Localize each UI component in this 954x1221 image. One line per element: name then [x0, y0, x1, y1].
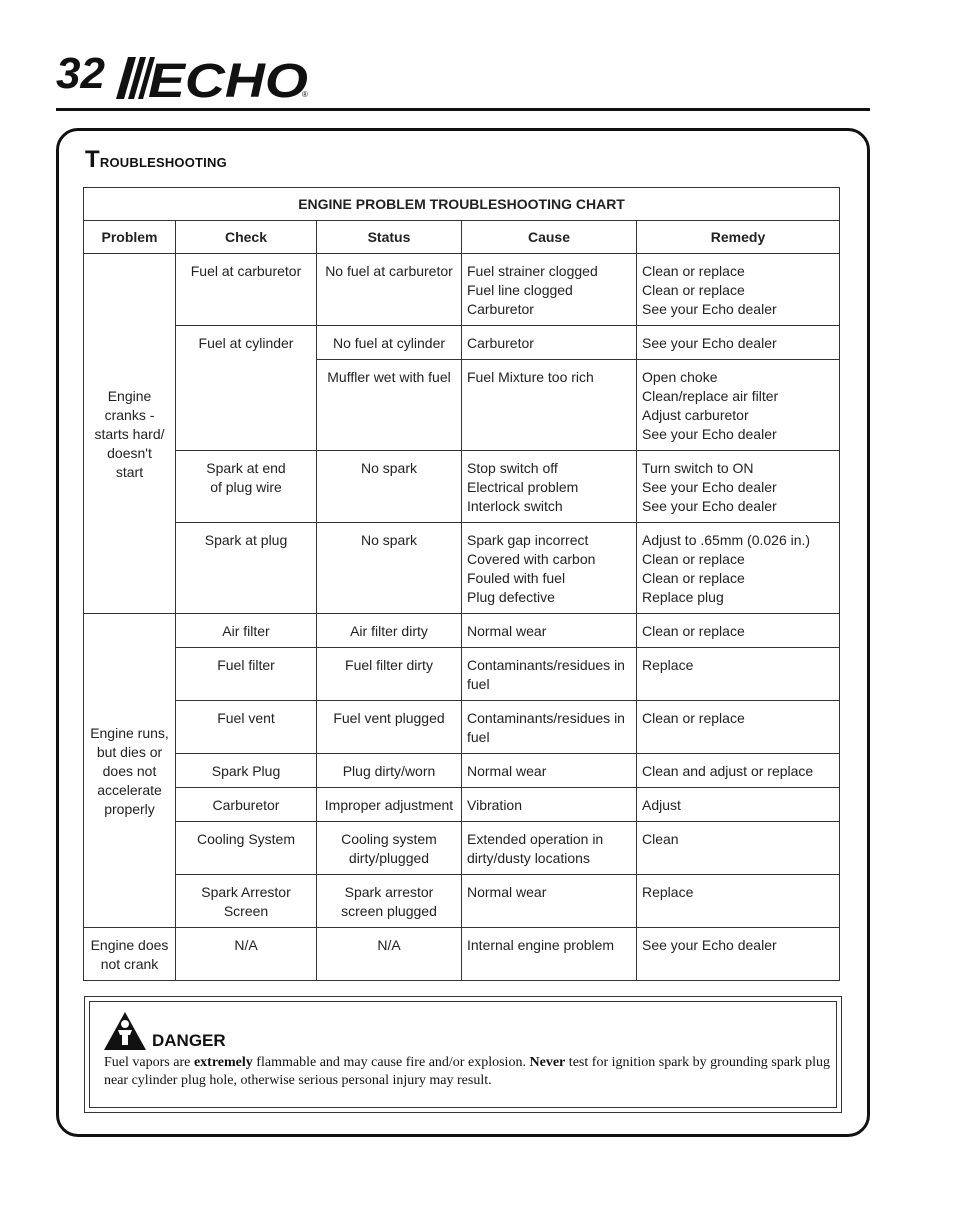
danger-text: Fuel vapors are extremely flammable and may cause fire and/or explosion. Never test for ignition spark by grounding spark plug near cylinder plug hole, otherwise serious personal injury may result.: [104, 1055, 831, 1088]
problem-cell: [84, 614, 176, 928]
cause-cell-line: dirty/dusty locations: [467, 850, 590, 866]
table-row: [84, 326, 840, 360]
registered-mark: ®: [302, 90, 308, 99]
remedy-cell: [637, 822, 840, 875]
status-cell: [317, 701, 462, 754]
problem-cell: [84, 254, 176, 614]
remedy-cell-line: See your Echo dealer: [642, 335, 777, 351]
status-cell-line: Cooling system: [341, 831, 437, 847]
cause-cell-line: Interlock switch: [467, 498, 563, 514]
header-remedy: Remedy: [637, 221, 840, 254]
cause-cell: [462, 523, 637, 614]
remedy-cell-line: Replace plug: [642, 589, 724, 605]
status-cell-line: Fuel vent plugged: [333, 710, 445, 726]
remedy-cell-line: Clean and adjust or replace: [642, 763, 814, 779]
check-cell: [176, 326, 317, 451]
cause-cell: [462, 701, 637, 754]
check-cell-line: Fuel at cylinder: [198, 335, 294, 351]
status-cell: [317, 326, 462, 360]
table-row: [84, 648, 840, 701]
echo-logo: [114, 55, 314, 101]
status-cell-line: Plug dirty/worn: [342, 763, 436, 779]
check-cell: [176, 614, 317, 648]
table-row: [84, 523, 840, 614]
problem-cell-line: start: [115, 464, 144, 480]
check-cell: [176, 875, 317, 928]
status-cell-line: Spark arrestor: [344, 884, 434, 900]
table-row: [84, 928, 840, 981]
remedy-cell-line: Clean or replace: [642, 551, 745, 567]
problem-cell-line: not crank: [100, 956, 159, 972]
table-row: [84, 614, 840, 648]
cause-cell-line: Carburetor: [467, 301, 534, 317]
table-row: [84, 701, 840, 754]
status-cell: [317, 875, 462, 928]
remedy-cell-line: Adjust: [642, 797, 681, 813]
cause-cell-line: Electrical problem: [467, 479, 579, 495]
status-cell-line: screen plugged: [341, 903, 437, 919]
remedy-cell-line: Clean or replace: [642, 263, 745, 279]
check-cell-line: Spark Arrestor: [201, 884, 291, 900]
problem-cell-line: properly: [104, 801, 155, 817]
cause-cell: [462, 822, 637, 875]
check-cell-line: Spark Plug: [211, 763, 281, 779]
problem-cell-line: cranks -: [104, 407, 155, 423]
remedy-cell-line: Clean or replace: [642, 570, 745, 586]
status-cell-line: Improper adjustment: [324, 797, 454, 813]
cause-cell-line: Internal engine problem: [467, 937, 615, 953]
status-cell-line: No spark: [360, 460, 418, 476]
cause-cell-line: Contaminants/residues in: [467, 657, 625, 673]
check-cell-line: Spark at plug: [204, 532, 288, 548]
table-body: [84, 254, 840, 981]
table-row: [84, 875, 840, 928]
remedy-cell-line: See your Echo dealer: [642, 426, 777, 442]
danger-label: DANGER: [152, 1031, 226, 1050]
check-cell: [176, 822, 317, 875]
cause-cell: [462, 326, 637, 360]
section-title: Troubleshooting: [85, 146, 227, 173]
remedy-cell-line: See your Echo dealer: [642, 301, 777, 317]
cause-cell-line: Stop switch off: [467, 460, 558, 476]
cause-cell: [462, 875, 637, 928]
cause-cell-line: fuel: [467, 676, 490, 692]
remedy-cell-line: See your Echo dealer: [642, 479, 777, 495]
cause-cell-line: Fuel strainer clogged: [467, 263, 598, 279]
remedy-cell: [637, 648, 840, 701]
status-cell: [317, 648, 462, 701]
cause-cell-line: Spark gap incorrect: [467, 532, 589, 548]
status-cell-line: Fuel filter dirty: [345, 657, 433, 673]
cause-cell-line: fuel: [467, 729, 490, 745]
problem-cell-line: accelerate: [97, 782, 162, 798]
problem-cell: [84, 928, 176, 981]
check-cell: [176, 648, 317, 701]
header-check: Check: [176, 221, 317, 254]
status-cell-line: N/A: [377, 937, 401, 953]
table-row: [84, 754, 840, 788]
logo-text: ECHO: [148, 55, 308, 101]
cause-cell-line: Fuel line clogged: [467, 282, 573, 298]
status-cell: [317, 360, 462, 451]
status-cell: [317, 754, 462, 788]
cause-cell-line: Fuel Mixture too rich: [467, 369, 594, 385]
remedy-cell-line: Clean or replace: [642, 710, 745, 726]
remedy-cell-line: Replace: [642, 657, 694, 673]
problem-cell-line: starts hard/: [94, 426, 165, 442]
check-cell-line: Carburetor: [212, 797, 280, 813]
check-cell: [176, 701, 317, 754]
remedy-cell-line: Replace: [642, 884, 694, 900]
cause-cell: [462, 360, 637, 451]
problem-cell-line: Engine does: [90, 937, 169, 953]
check-cell: [176, 788, 317, 822]
status-cell-line: No fuel at cylinder: [332, 335, 446, 351]
troubleshooting-table: [83, 187, 840, 981]
check-cell-line: Fuel vent: [217, 710, 275, 726]
cause-cell-line: Plug defective: [467, 589, 555, 605]
cause-cell: [462, 614, 637, 648]
cause-cell-line: Normal wear: [467, 623, 547, 639]
table-row: [84, 254, 840, 326]
cause-cell: [462, 254, 637, 326]
cause-cell-line: Covered with carbon: [467, 551, 596, 567]
remedy-cell-line: Adjust carburetor: [642, 407, 749, 423]
status-cell: [317, 822, 462, 875]
status-cell: [317, 788, 462, 822]
remedy-cell: [637, 614, 840, 648]
cause-cell: [462, 648, 637, 701]
header-cause: Cause: [462, 221, 637, 254]
check-cell: [176, 523, 317, 614]
cause-cell: [462, 451, 637, 523]
status-cell-line: No spark: [360, 532, 418, 548]
status-cell-line: No fuel at carburetor: [325, 263, 453, 279]
remedy-cell-line: Turn switch to ON: [642, 460, 754, 476]
status-cell: [317, 451, 462, 523]
check-cell-line: Spark at end: [206, 460, 286, 476]
remedy-cell: [637, 928, 840, 981]
cause-cell-line: Normal wear: [467, 884, 547, 900]
check-cell-line: Screen: [223, 903, 269, 919]
remedy-cell: [637, 875, 840, 928]
problem-cell-line: Engine runs,: [90, 725, 169, 741]
check-cell-line: Fuel at carburetor: [190, 263, 302, 279]
header-status: Status: [317, 221, 462, 254]
problem-cell-line: but dies or: [96, 744, 163, 760]
cause-cell-line: Vibration: [467, 797, 523, 813]
cause-cell-line: Carburetor: [467, 335, 534, 351]
remedy-cell-line: See your Echo dealer: [642, 498, 777, 514]
check-cell-line: of plug wire: [210, 479, 282, 495]
remedy-cell-line: Clean/replace air filter: [642, 388, 779, 404]
problem-cell-line: Engine: [107, 388, 152, 404]
warning-triangle-icon: [103, 1011, 147, 1051]
check-cell: [176, 451, 317, 523]
remedy-cell: [637, 523, 840, 614]
remedy-cell: [637, 451, 840, 523]
problem-cell-line: does not: [102, 763, 157, 779]
remedy-cell-line: Clean or replace: [642, 282, 745, 298]
remedy-cell: [637, 754, 840, 788]
table-row: [84, 451, 840, 523]
table-row: [84, 822, 840, 875]
status-cell-line: Muffler wet with fuel: [327, 369, 451, 385]
cause-cell: [462, 928, 637, 981]
remedy-cell-line: Clean or replace: [642, 623, 745, 639]
table-caption: ENGINE PROBLEM TROUBLESHOOTING CHART: [84, 188, 840, 221]
cause-cell: [462, 754, 637, 788]
check-cell-line: N/A: [234, 937, 258, 953]
problem-cell-line: doesn't: [107, 445, 152, 461]
remedy-cell: [637, 326, 840, 360]
remedy-cell-line: Adjust to .65mm (0.026 in.): [642, 532, 811, 548]
remedy-cell: [637, 788, 840, 822]
check-cell-line: Cooling System: [196, 831, 296, 847]
header-rule: [56, 108, 870, 111]
status-cell: [317, 614, 462, 648]
remedy-cell-line: Clean: [642, 831, 679, 847]
cause-cell-line: Extended operation in: [467, 831, 604, 847]
table-row: [84, 788, 840, 822]
page-number: 32: [56, 49, 105, 98]
check-cell: [176, 928, 317, 981]
check-cell-line: Air filter: [222, 623, 270, 639]
status-cell: [317, 254, 462, 326]
cause-cell-line: Contaminants/residues in: [467, 710, 625, 726]
status-cell-line: dirty/plugged: [348, 850, 430, 866]
cause-cell: [462, 788, 637, 822]
remedy-cell: [637, 701, 840, 754]
check-cell: [176, 254, 317, 326]
cause-cell-line: Fouled with fuel: [467, 570, 566, 586]
status-cell: [317, 523, 462, 614]
status-cell: [317, 928, 462, 981]
remedy-cell-line: See your Echo dealer: [642, 937, 777, 953]
header-problem: Problem: [84, 221, 176, 254]
check-cell-line: Fuel filter: [217, 657, 275, 673]
cause-cell-line: Normal wear: [467, 763, 547, 779]
status-cell-line: Air filter dirty: [350, 623, 428, 639]
check-cell: [176, 754, 317, 788]
remedy-cell: [637, 360, 840, 451]
remedy-cell: [637, 254, 840, 326]
remedy-cell-line: Open choke: [642, 369, 718, 385]
